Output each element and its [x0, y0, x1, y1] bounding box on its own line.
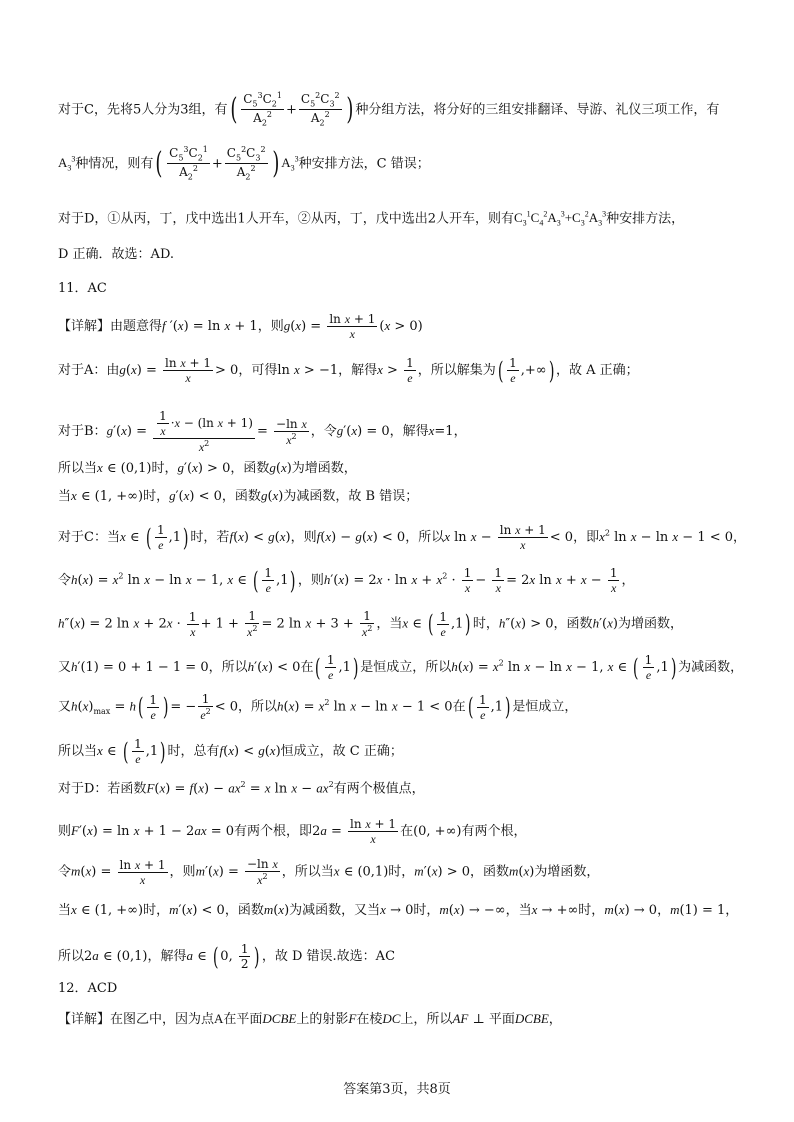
line-q11-increasing: 所以当x ∈ (0,1)时，g′(x) > 0，函数g(x)为增函数，: [58, 460, 357, 476]
line-option-c-arrangement: $A_3^3$种情况，则有( $\frac{C_5^3C_2^1}{A_2^2}$ + $\frac{C_5^2C_3^2}{A_2^2}$ ) $A_3^3$种安排方法，C 错误；: [58, 145, 430, 182]
line-q11-h-definition: 令$h(x) = x^2$ ln x − ln x − 1, x ∈ ( $\frac{1}{e}$ ,1) ，则$h'(x) = 2x \cdot \ln x + x^2$ · $\frac{1}{x}$ − $\frac{1}{x}$ = 2x ln x + x − $\frac{1}{x}$ ，: [58, 566, 635, 595]
page-footer: 答案第3页，共8页: [343, 1082, 451, 1097]
question-12-answer: 12．ACD: [58, 981, 118, 996]
line-q11-h-prime-at-1: 又h′(1) = 0 + 1 − 1 = 0，所以h′(x) < 0在( $\frac{1}{e}$ ,1) 是恒成立，所以$h(x) = x^2$ ln x − ln x − 1, x ∈ ( $\frac{1}{e}$ ,1) 为减函数，: [58, 653, 744, 682]
line-q11-option-d: 对于D：若函数$F(x) = f(x) - ax^2 = x$ $\ln x - ax^2$有两个极值点，: [58, 780, 425, 797]
question-11-answer: 11．AC: [58, 281, 107, 296]
line-q11-h-max: 又$h(x)_{max} = h$( $\frac{1}{e}$ ) = − $\frac{1}{e^2}$ < 0，所以$h(x) = x^2$ ln x − ln x − 1 < 0在( $\frac{1}{e}$ ,1) 是恒成立，: [58, 692, 578, 722]
line-option-d: 对于D，①从丙，丁，戊中选出1人开车，②从丙，丁，戊中选出2人开车，则有$C_3^1C_4^2A_3^3+C_3^2A_3^3$种安排方法，: [58, 210, 685, 228]
line-q11-option-b: 对于B：g′(x) = $\frac{1}{x}$ ·x − (ln x + 1) $x^2$ = $\frac{\text{−ln x}}{x^2}$ ，令g′(x) = 0，解得x=1，: [58, 409, 467, 454]
line-q12-detail: 【详解】在图乙中，因为点A在平面DCBE上的射影F在棱DC上，所以AF ⊥ 平面DCBE，: [58, 1011, 562, 1027]
line-q11-detail: 【详解】由题意得f ′(x) = ln x + 1，则g(x) = $\frac{\text{ln x + 1}}{x}$ (x > 0): [58, 312, 423, 341]
line-q11-h-second-derivative: h″(x) = 2 ln x + 2x · $\frac{1}{x}$ + 1 + $\frac{1}{x^2}$ = 2 ln x + 3 + $\frac{1}{x^2}$ ，当x ∈ ( $\frac{1}{e}$ ,1) 时，h″(x) > 0，函数h′(x)为增函数，: [58, 609, 683, 639]
line-q11-decreasing: 当x ∈ (1, +∞)时，g′(x) < 0，函数g(x)为减函数，故 B 错误；: [58, 488, 419, 504]
line-q11-option-c: 对于C：当x ∈ ( $\frac{1}{e}$ ,1) 时，若f(x) < g(x)，则f(x) − g(x) < 0，所以x ln x − $\frac{\text{ln x + 1}}{x}$ < 0，即$x^2$ ln x − ln x − 1 < 0，: [58, 523, 747, 552]
line-option-d-result: D 正确．故选：AD.: [58, 247, 175, 262]
line-q11-d-roots: 则F′(x) = ln x + 1 − 2ax = 0有两个根，即2a = $\frac{\text{ln x + 1}}{x}$ 在(0, +∞)有两个根，: [58, 817, 527, 846]
line-q11-c-conclusion: 所以当x ∈ ( $\frac{1}{e}$ ,1) 时，总有f(x) < g(x)恒成立，故 C 正确；: [58, 737, 403, 766]
line-q11-option-a: 对于A：由g(x) = $\frac{\text{ln x + 1}}{x}$ > 0，可得ln x > −1，解得x > $\frac{1}{e}$ ，所以解集为( $\frac{1}{e}$ ,+∞) ，故 A 正确；: [58, 356, 639, 385]
line-option-c-grouping: 对于C，先将5人分为3组，有( $\frac{C_5^3C_2^1}{A_2^2}$ + $\frac{C_5^2C_3^2}{A_2^2}$ ) 种分组方法，将分好的三组安排翻译、导游、礼仪三项工作，有: [58, 91, 720, 128]
line-q11-d-conclusion: 所以2a ∈ (0,1)，解得a ∈ ( 0, $\frac{1}{2}$ ) ，故 D 错误.故选：AC: [58, 942, 396, 971]
line-q11-m-definition: 令m(x) = $\frac{\text{ln x + 1}}{x}$ ，则m′(x) = $\frac{\text{−ln x}}{x^2}$ ，所以当x ∈ (0,1)时，m′(x) > 0，函数m(x)为增函数，: [58, 857, 600, 887]
line-q11-m-decreasing: 当x ∈ (1, +∞)时，m′(x) < 0，函数m(x)为减函数，又当x → 0时，m(x) → −∞，当x → +∞时，m(x) → 0，m(1) = 1，: [58, 902, 739, 918]
